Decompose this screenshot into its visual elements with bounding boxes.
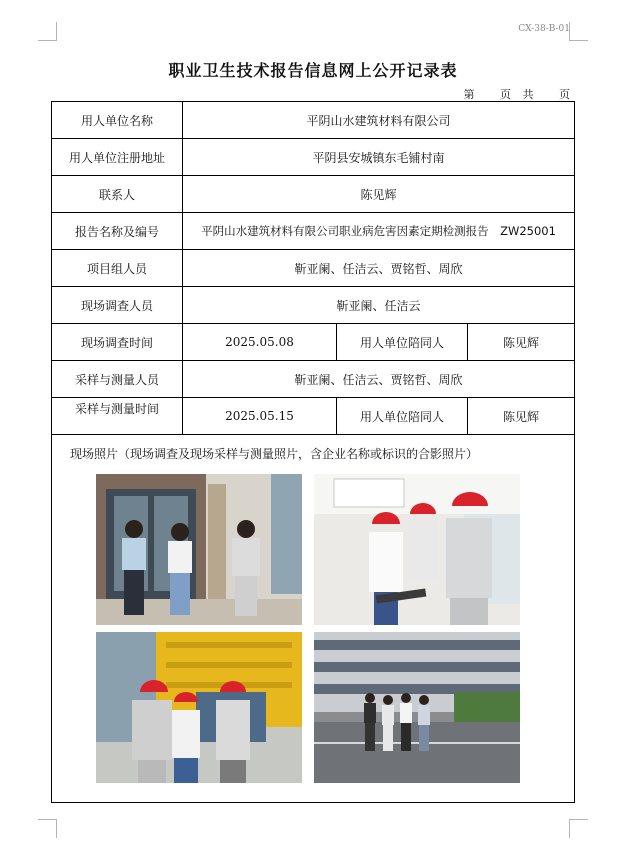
- label-survey-time: 现场调查时间: [52, 324, 183, 361]
- row-sampling-staff: [52, 361, 575, 398]
- photo-helmet-clipboard: [314, 474, 520, 625]
- crop-mark-bottom-right: [569, 819, 588, 838]
- row-sampling-time: [52, 398, 575, 435]
- label-employer-name: 用人单位名称: [52, 102, 183, 139]
- value-sampling-staff: 靳亚阑、任洁云、贾铭哲、周欣: [183, 361, 575, 398]
- photo-entrance-group: [96, 474, 302, 625]
- value-employer-name: 平阴山水建筑材料有限公司: [183, 102, 575, 139]
- row-employer-name: [52, 102, 575, 139]
- row-survey-staff: [52, 287, 575, 324]
- row-report: [52, 213, 575, 250]
- label-employer-address: 用人单位注册地址: [52, 139, 183, 176]
- label-contact: 联系人: [52, 176, 183, 213]
- record-table: [51, 101, 575, 803]
- page-counter: [464, 86, 571, 102]
- label-report: 报告名称及编号: [52, 213, 183, 250]
- row-employer-address: [52, 139, 575, 176]
- photos-caption: 现场照片（现场调查及现场采样与测量照片，含企业名称或标识的合影照片）: [70, 447, 479, 461]
- pager-ye: 页: [500, 88, 511, 101]
- value-project-members: 靳亚阑、任洁云、贾铭哲、周欣: [183, 250, 575, 287]
- value-employer-address: 平阴县安城镇东毛铺村南: [183, 139, 575, 176]
- value-sampling-time: 2025.05.15: [183, 398, 337, 435]
- row-survey-time: [52, 324, 575, 361]
- value-survey-escort: 陈见辉: [468, 324, 575, 361]
- label-sampling-escort: 用人单位陪同人: [337, 398, 468, 435]
- label-survey-escort: 用人单位陪同人: [337, 324, 468, 361]
- label-project-members: 项目组人员: [52, 250, 183, 287]
- page-title: 职业卫生技术报告信息网上公开记录表: [168, 61, 458, 80]
- value-sampling-escort: 陈见辉: [468, 398, 575, 435]
- row-photos: [52, 435, 575, 803]
- label-survey-staff: 现场调查人员: [52, 287, 183, 324]
- row-contact: [52, 176, 575, 213]
- pager-ye-total: 页: [559, 88, 570, 101]
- photo-outdoor-group: [314, 632, 520, 783]
- label-sampling-staff: 采样与测量人员: [52, 361, 183, 398]
- document-code: CX-38-B-01: [518, 24, 570, 34]
- value-report: 平阴山水建筑材料有限公司职业病危害因素定期检测报告 ZW25001: [183, 213, 575, 250]
- value-contact: 陈见辉: [183, 176, 575, 213]
- photo-grid: [52, 462, 574, 792]
- label-sampling-time: 采样与测量时间: [52, 398, 183, 435]
- value-survey-staff: 靳亚阑、任洁云: [183, 287, 575, 324]
- crop-mark-top-left: [38, 22, 57, 41]
- pager-di: 第: [463, 88, 475, 101]
- row-project-members: [52, 250, 575, 287]
- pager-gong: 共: [522, 88, 534, 101]
- value-survey-time: 2025.05.08: [183, 324, 337, 361]
- crop-mark-top-right: [569, 22, 588, 41]
- photo-machinery: [96, 632, 302, 783]
- crop-mark-bottom-left: [38, 819, 57, 838]
